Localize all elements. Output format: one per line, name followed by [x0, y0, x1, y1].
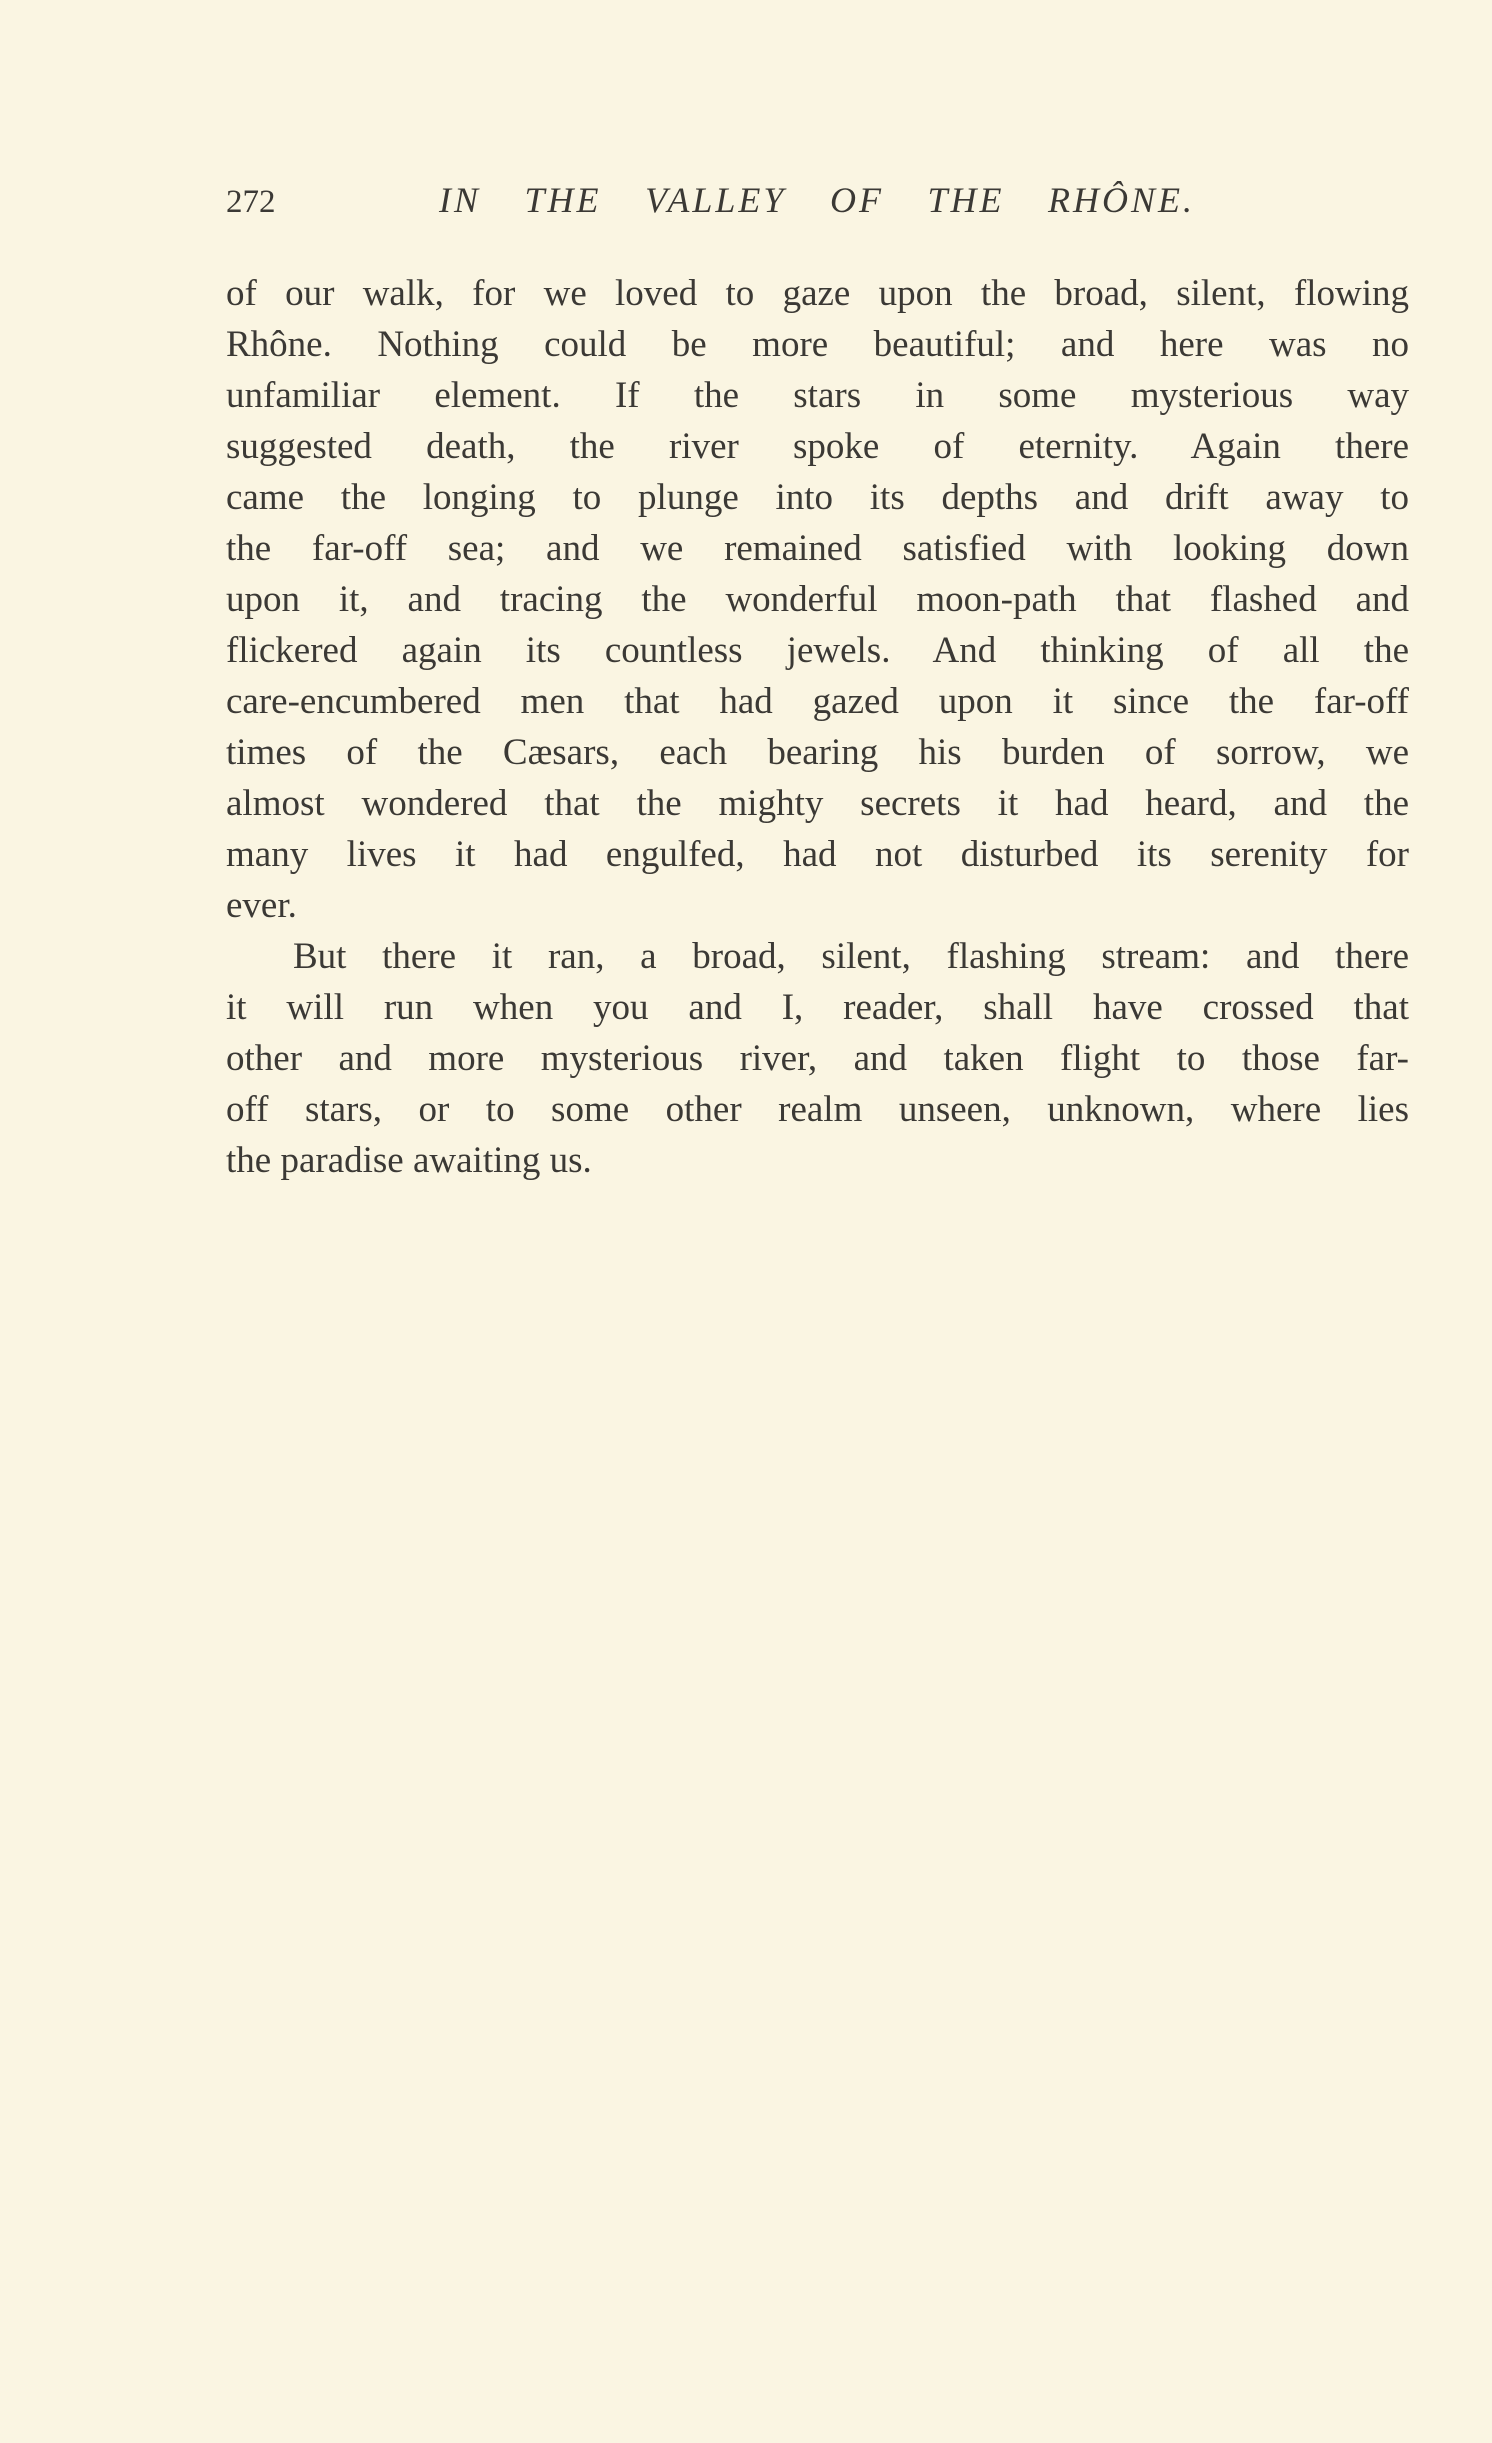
body-text	[226, 268, 1409, 1186]
text-line: other and more mysterious river, and taken flight to those far-	[226, 1038, 1409, 1079]
text-line: the paradise awaiting us.	[226, 1140, 592, 1181]
text-line: ever.	[226, 885, 297, 926]
paragraph-2	[226, 931, 1409, 1186]
text-line: the far-off sea; and we remained satisfied with looking down	[226, 528, 1409, 569]
text-line: of our walk, for we loved to gaze upon the broad, silent, flowing	[226, 273, 1409, 314]
paragraph-1	[226, 268, 1409, 931]
text-line: came the longing to plunge into its depths and drift away to	[226, 477, 1409, 518]
text-line: unfamiliar element. If the stars in some mysterious way	[226, 375, 1409, 416]
running-title: IN THE VALLEY OF THE RHÔNE.	[439, 180, 1195, 220]
text-line: suggested death, the river spoke of eternity. Again there	[226, 426, 1409, 467]
text-line: almost wondered that the mighty secrets it had heard, and the	[226, 783, 1409, 824]
text-line: it will run when you and I, reader, shall have crossed that	[226, 987, 1409, 1028]
text-line: care-encumbered men that had gazed upon it since the far-off	[226, 681, 1409, 722]
text-line: Rhône. Nothing could be more beautiful; and here was no	[226, 324, 1409, 365]
text-line: off stars, or to some other realm unseen, unknown, where lies	[226, 1089, 1409, 1130]
text-line: flickered again its countless jewels. And thinking of all the	[226, 630, 1409, 671]
text-line: many lives it had engulfed, had not disturbed its serenity for	[226, 834, 1409, 875]
text-line: upon it, and tracing the wonderful moon-path that flashed and	[226, 579, 1409, 620]
page-number: 272	[226, 184, 276, 220]
text-line: But there it ran, a broad, silent, flashing stream: and there	[293, 936, 1409, 977]
text-line: times of the Cæsars, each bearing his burden of sorrow, we	[226, 732, 1409, 773]
